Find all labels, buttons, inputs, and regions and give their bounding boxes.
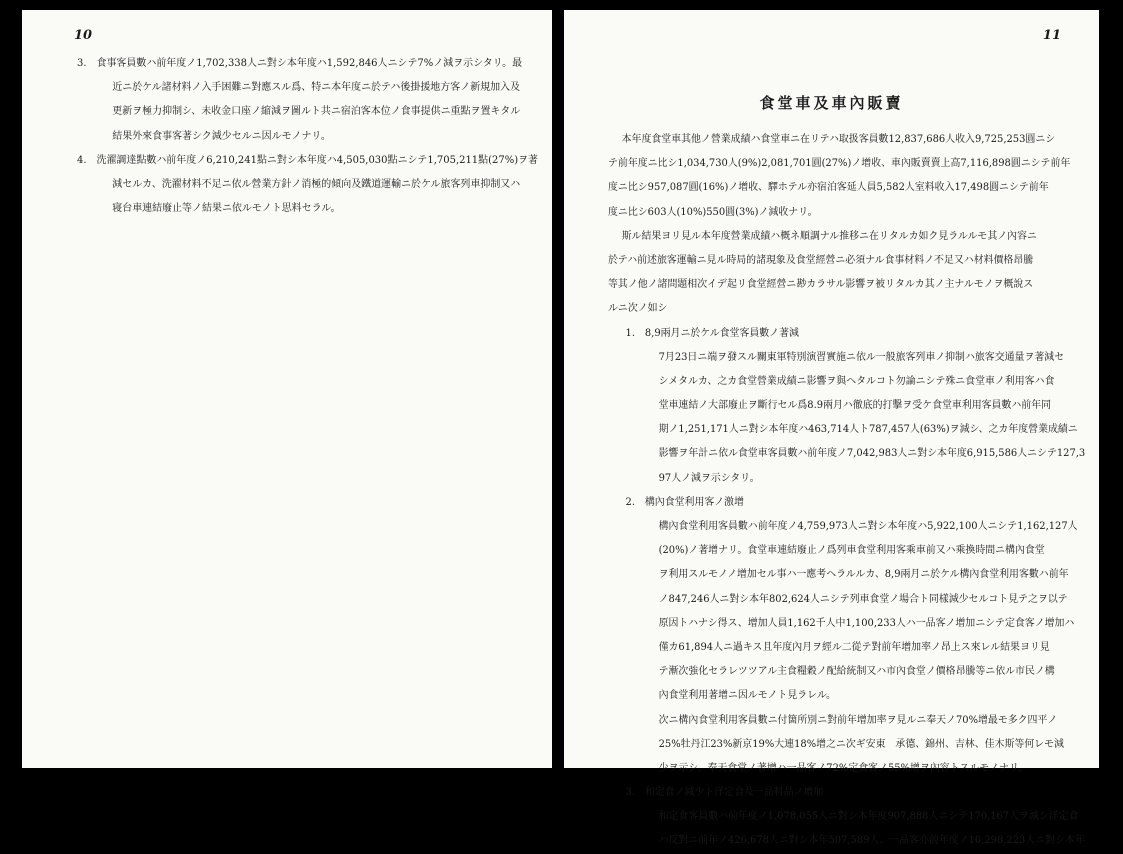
text-line: 4. 洗濯調達點數ハ前年度ノ6,210,241點ニ對シ本年度ハ4,505,030點ニシテ1,705,211點(27%)ヲ著 — [77, 154, 539, 166]
text-line: テ漸次強化セラレツツアル主食糧穀ノ配給統制又ハ市內食堂ノ價格昂騰等ニ依ル市民ノ構 — [658, 666, 1055, 678]
text-line: 度ニ比シ603人(10%)550圓(3%)ノ減收ナリ。 — [608, 206, 818, 218]
text-line: 結果外來食事客著シク減少セルニ因ルモノナリ。 — [112, 130, 331, 142]
text-line: 少ヲ示シ、奉天食堂ノ著增ハ一品客ノ72%定食客ノ55%增ヲ內容トスルモノナリ。 — [658, 762, 1029, 774]
list-item-heading: 2. 構內食堂利用客ノ激增 — [625, 496, 745, 508]
page-number: 10 — [74, 28, 93, 43]
text-line: 內食堂利用著增ニ因ルモノト見ラレル。 — [658, 690, 836, 702]
text-line: 等其ノ他ノ諸問題相次イデ起リ食堂經營ニ尠カラサル影響ヲ被リタルカ其ノ主ナルモノヲ概說ス — [608, 279, 1034, 291]
text-line: 7月23日ニ端ヲ發スル關東軍特別演習實施ニ依ル一般旅客列車ノ抑制ハ旅客交通量ヲ著減セ — [658, 351, 1065, 363]
text-line: (20%)ノ著增ナリ。食堂車連結廢止ノ爲列車食堂利用客乘車前又ハ乘換時間ニ構內食堂 — [658, 545, 1045, 557]
text-line: 次ニ構內食堂利用客員數ニ付箇所別ニ對前年增加率ヲ見ルニ奉天ノ70%增最モ多ク四平ノ — [658, 714, 1058, 726]
text-line: ヲ利用スルモノノ增加セル事ハ一應考ヘラルルカ、8,9兩月ニ於ケル構內食堂利用客數ハ前年 — [658, 569, 1069, 581]
left-page — [22, 10, 552, 768]
right-body-text — [608, 128, 1098, 854]
list-item-heading: 1. 8,9兩月ニ於ケル食堂客員數ノ著減 — [625, 327, 799, 339]
text-line: 原因トハナシ得ス、增加人員1,162千人中1,100,233人ハ一品客ノ增加ニシテ定食客ノ增加ハ — [658, 617, 1075, 629]
text-line: 斯ル結果ヨリ見ル本年度營業成績ハ概ネ順調ナル推移ニ在リタルカ如ク見ラルルモ其ノ內容ニ — [621, 230, 1037, 242]
text-line: 寝台車連結廢止等ノ結果ニ依ルモノト思料セラル。 — [112, 203, 341, 215]
section-title: 食堂車及車內販賣 — [759, 94, 904, 112]
text-line: 更新ヲ極力抑制シ、未收金口座ノ縮減ヲ圖ルト共ニ宿泊客本位ノ食事提供ニ重點ヲ置キタル — [112, 106, 521, 118]
text-line: ルニ次ノ如シ — [608, 303, 668, 315]
text-line: 減セルカ、洗濯材料不足ニ依ル營業方針ノ消極的傾向及鐵道運輸ニ於ケル旅客列車抑制又ハ — [112, 178, 521, 190]
text-line: 影響ヲ年計ニ依ル食堂車客員數ハ前年度ノ7,042,983人ニ對シ本年度6,915,586人ニシテ127,3 — [658, 448, 1086, 460]
left-body-text — [77, 52, 548, 221]
text-line: シメタルカ、之カ食堂營業成績ニ影響ヲ與ヘタルコト勿論ニシテ殊ニ食堂車ノ利用客ハ食 — [658, 375, 1055, 387]
text-line: 25%牡丹江23%新京19%大連18%增之ニ次ギ安東 承德、錦州、吉林、佳木斯等何レモ減 — [658, 738, 1064, 750]
text-line: 度ニ比シ957,087圓(16%)ノ增收、驛ホテル亦宿泊客延人員5,582人室料收入17,498圓ニシテ前年 — [608, 182, 1049, 194]
text-line: 近ニ於ケル諸材料ノ入手困難ニ對應スル爲、特ニ本年度ニ於テハ後掛援地方客ノ新規加入及 — [112, 82, 521, 94]
text-line: ノ847,246人ニ對シ本年802,624人ニシテ列車食堂ノ場合ト同樣減少セルコト見テ之ヲ以テ — [658, 593, 1068, 605]
book-gutter — [552, 0, 564, 768]
text-line: 期ノ1,251,171人ニ對シ本年度ハ463,714人ト787,457人(63%)ヲ減シ、之カ年度營業成績ニ — [658, 424, 1078, 436]
text-line: 構內食堂利用客員數ハ前年度ノ4,759,973人ニ對シ本年度ハ5,922,100人ニシテ1,162,127人 — [658, 521, 1078, 532]
text-line: 於テハ前述旅客運輸ニ見ル時局的諸現象及食堂經營ニ必須ナル食事材料ノ不足又ハ材料價格昂騰 — [608, 254, 1034, 266]
text-line: 和定食客員數ハ前年度ノ1,078,055人ニ對シ本年度907,888人ニシテ170,167人ヲ減シ洋定食 — [658, 811, 1079, 823]
list-item-heading: 3. 和定食ノ減少ト洋定食及一品料品ノ增加 — [625, 787, 824, 799]
text-line: テ前年度ニ比シ1,034,730人(9%)2,081,701圓(27%)ノ增收、車內販賣賣上高7,116,898圓ニシテ前年 — [608, 158, 1071, 170]
text-line: 3. 食事客員數ハ前年度ノ1,702,338人ニ對シ本年度ハ1,592,846人ニシテ7%ノ減ヲ示シタリ。最 — [77, 58, 523, 69]
page-number: 11 — [1042, 28, 1061, 43]
right-page — [564, 10, 1099, 847]
text-line: 本年度食堂車其他ノ營業成績ハ食堂車ニ在リテハ取扱客員數12,837,686人收入9,725,253圓ニシ — [621, 134, 1056, 145]
text-line: 堂車連結ノ大部廢止ヲ斷行セル爲8.9兩月ハ徹底的打擊ヲ受ケ食堂車利用客員數ハ前年同 — [658, 400, 1052, 412]
text-line: 97人ノ減ヲ示シタリ。 — [658, 472, 760, 484]
text-line: 僅カ61,894人ニ過キス且年度內月ヲ經ル二從テ對前年增加率ノ昂上ス來レル結果ヨリ見 — [658, 641, 1050, 653]
text-line: ハ反對ニ前年ノ426,678人ニ對シ本年507,589人、一品客亦前年度ノ10,298,223人ニ對シ本年 — [658, 835, 1085, 847]
